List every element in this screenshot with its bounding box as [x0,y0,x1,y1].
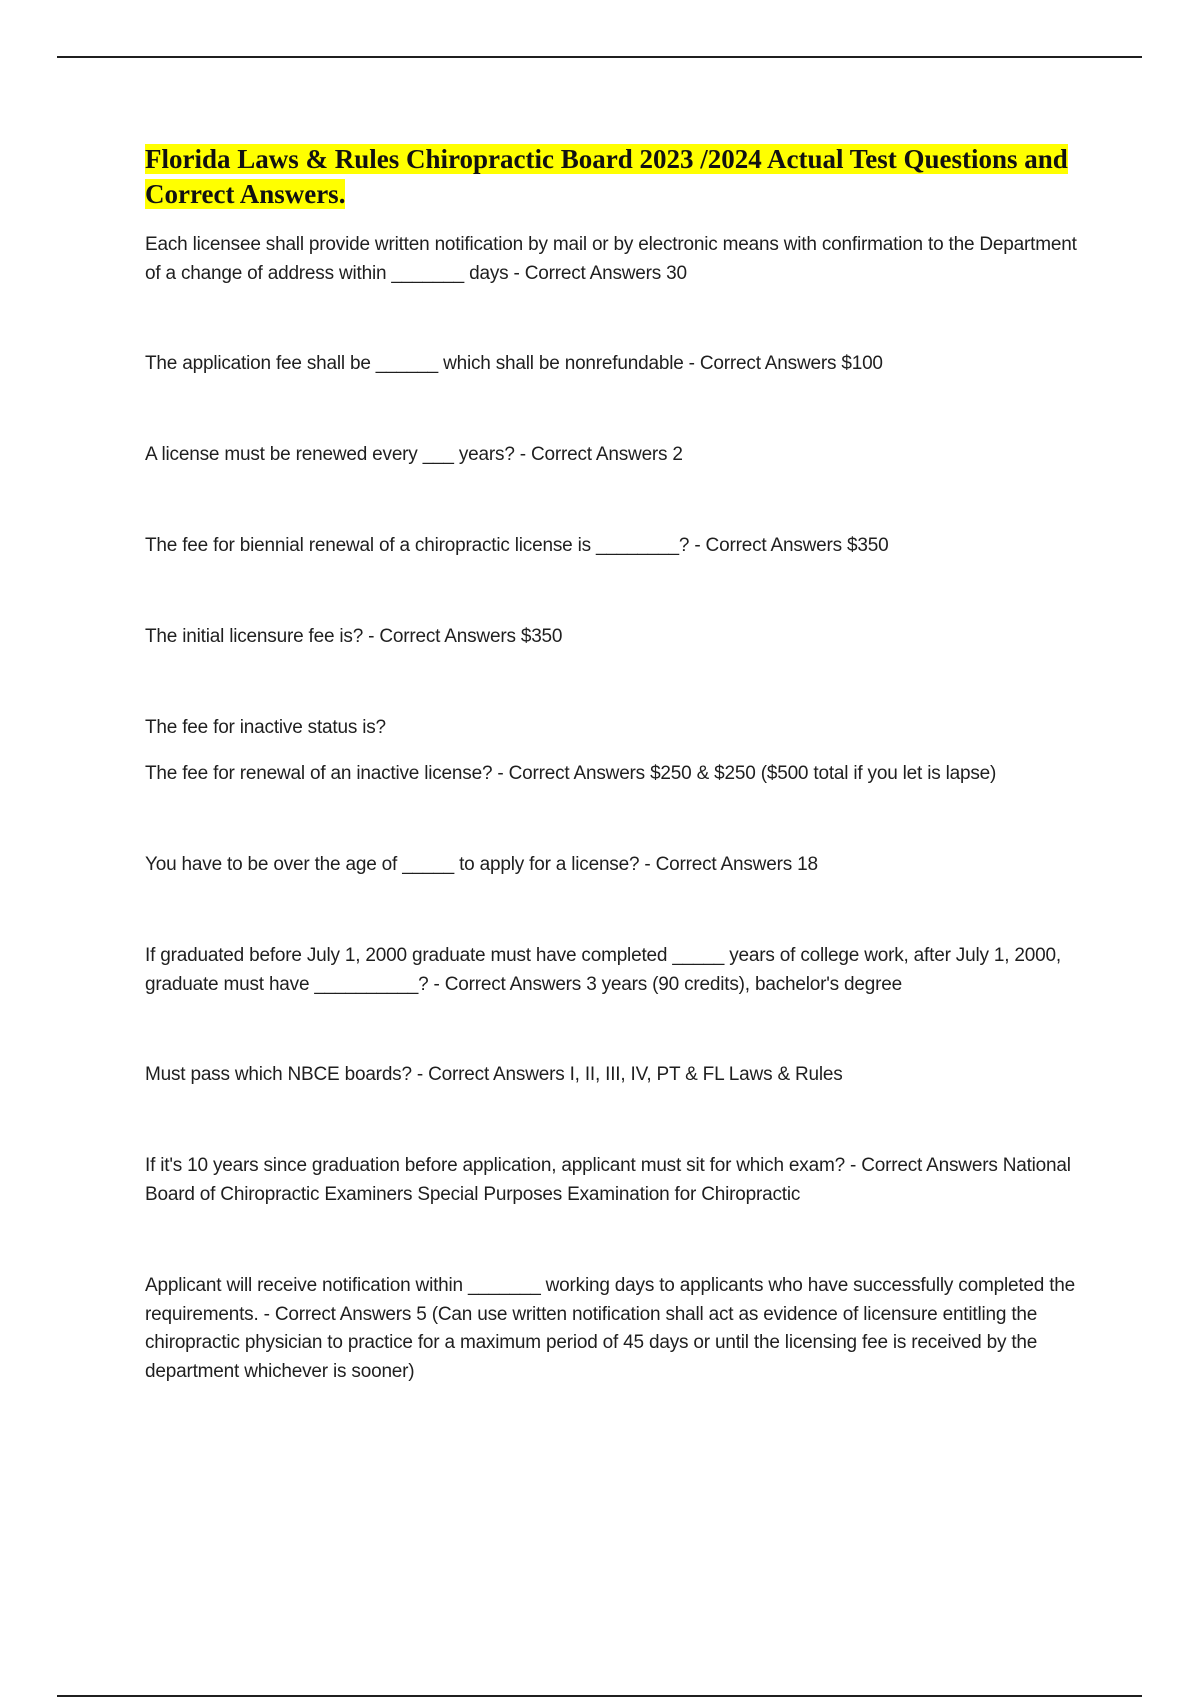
document-title [145,142,1085,212]
qa-item-notification-period: Applicant will receive notification within _______ working days to applicants who have successfully completed the requirements. - Correct Answers 5 (Can use written notification shall act as evidence of licensure entitling the chiropractic physician to practice for a maximum period of 45 days or until the licensing fee is received by the department whichever is sooner) [145,1275,1076,1382]
qa-item-nbce-boards: Must pass which NBCE boards? - Correct Answers I, II, III, IV, PT & FL Laws & Rules [145,1064,843,1085]
top-rule [57,56,1142,58]
qa-item-change-of-address: Each licensee shall provide written notification by mail or by electronic means with confirmation to the Department of a change of address within _______ days - Correct Answers 30 [145,234,1077,284]
qa-item-renewal-period: A license must be renewed every ___ years? - Correct Answers 2 [145,444,683,465]
qa-item-inactive-renewal-fee: The fee for renewal of an inactive license? - Correct Answers $250 & $250 ($500 total if you let is lapse) [145,763,997,784]
qa-item-application-fee: The application fee shall be ______ which shall be nonrefundable - Correct Answers $100 [145,353,883,374]
bottom-rule [57,1695,1142,1697]
title-highlight: Florida Laws & Rules Chiropractic Board 2023 /2024 Actual Test Questions and Correct Answers. [145,144,1068,209]
qa-item-minimum-age: You have to be over the age of _____ to apply for a license? - Correct Answers 18 [145,854,818,875]
qa-item-inactive-status-fee: The fee for inactive status is? [145,717,386,738]
qa-item-biennial-renewal-fee: The fee for biennial renewal of a chiropractic license is ________? - Correct Answers $350 [145,535,889,556]
qa-item-initial-licensure-fee: The initial licensure fee is? - Correct Answers $350 [145,626,563,647]
qa-item-college-requirements: If graduated before July 1, 2000 graduate must have completed _____ years of college work, after July 1, 2000, graduate must have __________? - Correct Answers 3 years (90 credits), bachelor's degree [145,945,1061,995]
qa-item-special-purposes-exam: If it's 10 years since graduation before application, applicant must sit for which exam? - Correct Answers National Board of Chiropractic Examiners Special Purposes Examination for Chiropractic [145,1155,1071,1205]
